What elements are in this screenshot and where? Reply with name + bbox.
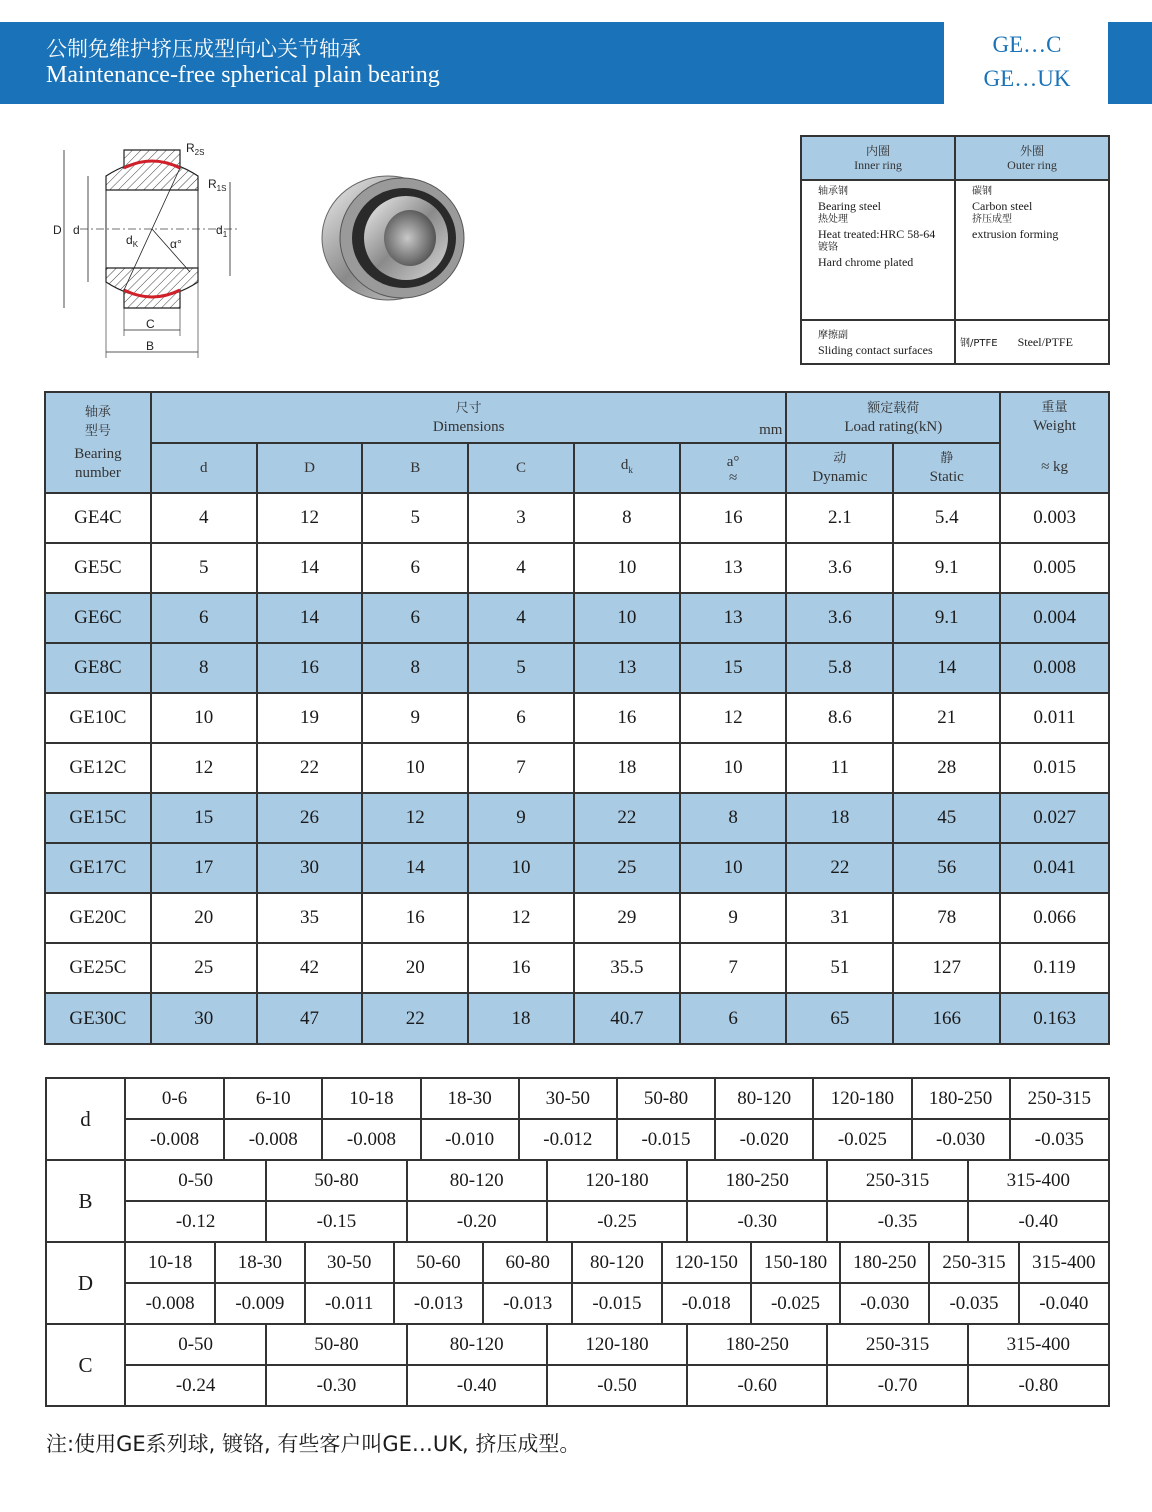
table-cell: 56	[893, 843, 1000, 893]
table-cell: 5	[468, 643, 574, 693]
table-cell: 5	[151, 543, 257, 593]
tolerance-label: D	[46, 1242, 125, 1324]
table-cell: 0.008	[1000, 643, 1109, 693]
table-cell: 28	[893, 743, 1000, 793]
bearing-photo	[316, 168, 476, 308]
tolerance-cell: -0.008	[145, 1292, 195, 1314]
col-outer-d-header: D	[257, 443, 363, 493]
table-cell: 0.015	[1000, 743, 1109, 793]
table-cell: 12	[257, 493, 363, 543]
table-row	[45, 543, 1109, 593]
tolerance-cell: 80-120	[715, 1079, 813, 1118]
tolerance-cell: 120-180	[547, 1161, 687, 1200]
table-cell: 17	[151, 843, 257, 893]
tolerance-cell: -0.70	[827, 1366, 967, 1405]
bearing-number-cell: GE15C	[45, 793, 151, 843]
page-title-en: Maintenance-free spherical plain bearing	[46, 62, 440, 88]
weight-header: 重量 Weight ≈ kg	[1000, 392, 1109, 493]
table-cell: 19	[257, 693, 363, 743]
table-cell: 78	[893, 893, 1000, 943]
tolerance-cell: -0.008	[150, 1128, 200, 1150]
table-cell: 14	[257, 543, 363, 593]
table-cell: 13	[680, 593, 787, 643]
table-cell: 9	[468, 793, 574, 843]
tolerance-cell: -0.008	[224, 1120, 322, 1159]
table-row	[45, 643, 1109, 693]
series-code-c: GE…C	[992, 32, 1062, 57]
tolerance-cell: 0-6	[161, 1087, 188, 1109]
table-cell: 65	[786, 993, 893, 1044]
tolerance-cell: -0.030	[912, 1120, 1010, 1159]
col-angle-header: a° ≈	[680, 443, 787, 493]
tolerance-cell: -0.011	[305, 1284, 394, 1323]
tolerance-cell: -0.20	[407, 1202, 547, 1241]
table-cell: 9	[362, 693, 468, 743]
outer-ring-header: 外圈 Outer ring	[955, 136, 1109, 180]
table-cell: 8	[574, 493, 680, 543]
table-cell: 11	[786, 743, 893, 793]
table-cell: 0.003	[1000, 493, 1109, 543]
tolerance-cell: 180-250	[687, 1161, 827, 1200]
table-cell: 5	[362, 493, 468, 543]
table-cell: 13	[574, 643, 680, 693]
table-cell: 18	[574, 743, 680, 793]
tolerance-cell: 50-80	[617, 1079, 715, 1118]
tolerance-cell: -0.025	[813, 1120, 911, 1159]
tolerance-cell: -0.040	[1019, 1284, 1108, 1323]
table-cell: 10	[151, 693, 257, 743]
tolerance-cell: -0.15	[266, 1202, 406, 1241]
table-cell: 18	[468, 993, 574, 1044]
tolerance-cell: 80-120	[407, 1161, 547, 1200]
tolerance-cell: 18-30	[421, 1079, 519, 1118]
col-d-header: d	[151, 443, 257, 493]
tolerance-cell: -0.015	[572, 1284, 661, 1323]
tolerance-cell: 30-50	[519, 1079, 617, 1118]
table-cell: 3.6	[786, 593, 893, 643]
table-cell: 0.041	[1000, 843, 1109, 893]
table-cell: 22	[574, 793, 680, 843]
tolerance-cell: 0-50	[178, 1333, 214, 1355]
table-row	[45, 993, 1109, 1044]
table-cell: 42	[257, 943, 363, 993]
tolerance-row-d-values	[46, 1119, 1109, 1160]
bearing-number-cell: GE25C	[45, 943, 151, 993]
bearing-number-cell: GE30C	[45, 993, 151, 1044]
table-cell: 15	[151, 793, 257, 843]
col-c-header: C	[468, 443, 574, 493]
label-sphere-diameter: $d_K$	[126, 233, 139, 249]
table-cell: 0.027	[1000, 793, 1109, 843]
tolerance-row-c-values	[46, 1365, 1109, 1406]
table-cell: 10	[362, 743, 468, 793]
tolerance-cell: -0.25	[547, 1202, 687, 1241]
table-row	[45, 743, 1109, 793]
tolerance-cell: -0.025	[751, 1284, 840, 1323]
tolerance-cell: 10-18	[322, 1079, 420, 1118]
tolerance-cell: 250-315	[1010, 1079, 1108, 1118]
table-cell: 6	[151, 593, 257, 643]
label-d1: $d_1$	[216, 223, 228, 239]
tolerance-cell: 150-180	[751, 1243, 840, 1282]
tolerance-cell: -0.009	[215, 1284, 304, 1323]
table-cell: 3.6	[786, 543, 893, 593]
table-cell: 8	[362, 643, 468, 693]
table-cell: 4	[468, 543, 574, 593]
sliding-surfaces-value: 钢/PTFE Steel/PTFE	[955, 320, 1109, 364]
table-row	[45, 893, 1109, 943]
tolerance-cell: -0.40	[407, 1366, 547, 1405]
tolerance-cell: 50-80	[266, 1161, 406, 1200]
table-cell: 12	[362, 793, 468, 843]
bearing-dimensions-table	[44, 391, 1110, 1045]
table-cell: 15	[680, 643, 787, 693]
table-cell: 13	[680, 543, 787, 593]
table-cell: 0.004	[1000, 593, 1109, 643]
table-cell: 47	[257, 993, 363, 1044]
materials-table	[800, 135, 1110, 365]
label-inner-width: B	[146, 339, 155, 353]
inner-ring-header: 内圈 Inner ring	[801, 136, 955, 180]
series-code-uk: GE…UK	[983, 66, 1071, 91]
table-cell: 21	[893, 693, 1000, 743]
tolerance-cell: -0.30	[687, 1202, 827, 1241]
tolerance-cell: 120-150	[662, 1243, 751, 1282]
tolerance-cell: -0.010	[421, 1120, 519, 1159]
bearing-number-cell: GE10C	[45, 693, 151, 743]
col-dk-header: $d_k$	[574, 443, 680, 493]
tolerance-cell: -0.30	[266, 1366, 406, 1405]
tolerance-table	[45, 1077, 1110, 1407]
tolerance-cell: 18-30	[215, 1243, 304, 1282]
tolerance-row-d-values	[46, 1283, 1109, 1324]
table-cell: 30	[151, 993, 257, 1044]
table-cell: 3	[468, 493, 574, 543]
table-cell: 0.005	[1000, 543, 1109, 593]
table-cell: 22	[257, 743, 363, 793]
tolerance-cell: 6-10	[224, 1079, 322, 1118]
tolerance-cell: 80-120	[572, 1243, 661, 1282]
tolerance-cell: 50-60	[394, 1243, 483, 1282]
table-cell: 26	[257, 793, 363, 843]
table-cell: 22	[786, 843, 893, 893]
outer-ring-materials: 碳钢 Carbon steel 挤压成型 extrusion forming	[955, 180, 1109, 320]
table-row	[45, 593, 1109, 643]
table-cell: 8.6	[786, 693, 893, 743]
col-dynamic-header: 动 Dynamic	[786, 443, 893, 493]
table-row	[45, 843, 1109, 893]
table-cell: 25	[151, 943, 257, 993]
table-cell: 16	[574, 693, 680, 743]
tolerance-cell: 60-80	[483, 1243, 572, 1282]
table-cell: 10	[680, 843, 787, 893]
table-cell: 0.119	[1000, 943, 1109, 993]
tolerance-cell: 315-400	[968, 1325, 1108, 1364]
tolerance-cell: -0.013	[483, 1284, 572, 1323]
table-cell: 6	[468, 693, 574, 743]
tolerance-cell: 120-180	[547, 1325, 687, 1364]
label-tilt-angle: α°	[170, 237, 182, 251]
tolerance-label: C	[46, 1324, 125, 1406]
table-cell: 9.1	[893, 543, 1000, 593]
table-cell: 0.011	[1000, 693, 1109, 743]
inner-ring-top	[106, 161, 198, 190]
table-cell: 18	[786, 793, 893, 843]
table-cell: 29	[574, 893, 680, 943]
dimensions-header: 尺寸 Dimensions mm	[151, 392, 787, 443]
tolerance-cell: -0.013	[394, 1284, 483, 1323]
tolerance-cell: -0.50	[547, 1366, 687, 1405]
tolerance-cell: -0.035	[1010, 1120, 1108, 1159]
tolerance-cell: 180-250	[687, 1325, 827, 1364]
tolerance-cell: 30-50	[305, 1243, 394, 1282]
label-outer-diameter: D	[53, 223, 62, 237]
bearing-number-cell: GE12C	[45, 743, 151, 793]
table-cell: 12	[151, 743, 257, 793]
table-cell: 40.7	[574, 993, 680, 1044]
col-b-header: B	[362, 443, 468, 493]
tolerance-cell: 250-315	[827, 1325, 967, 1364]
table-cell: 16	[257, 643, 363, 693]
table-cell: 14	[362, 843, 468, 893]
tolerance-cell: 10-18	[147, 1251, 193, 1273]
tolerance-cell: 180-250	[912, 1079, 1010, 1118]
tolerance-cell: 0-50	[178, 1169, 214, 1191]
table-cell: 12	[680, 693, 787, 743]
tolerance-cell: -0.80	[968, 1366, 1108, 1405]
table-cell: 4	[468, 593, 574, 643]
table-cell: 9	[680, 893, 787, 943]
table-cell: 14	[893, 643, 1000, 693]
tolerance-cell: 180-250	[840, 1243, 929, 1282]
table-cell: 10	[574, 593, 680, 643]
table-cell: 5.4	[893, 493, 1000, 543]
tolerance-cell: -0.020	[715, 1120, 813, 1159]
tolerance-row-d-ranges	[46, 1078, 1109, 1119]
bearing-number-cell: GE4C	[45, 493, 151, 543]
table-cell: 45	[893, 793, 1000, 843]
bearing-number-cell: GE6C	[45, 593, 151, 643]
table-row	[45, 793, 1109, 843]
table-cell: 31	[786, 893, 893, 943]
tolerance-cell: -0.40	[968, 1202, 1108, 1241]
inner-ring-materials: 轴承钢 Bearing steel 热处理 Heat treated:HRC 58-64 镀铬 Hard chrome plated	[801, 180, 955, 320]
bearing-number-cell: GE5C	[45, 543, 151, 593]
table-cell: 166	[893, 993, 1000, 1044]
bearing-number-header: 轴承 型号 Bearing number	[45, 392, 151, 493]
table-cell: 16	[680, 493, 787, 543]
tolerance-cell: 50-80	[266, 1325, 406, 1364]
table-row	[45, 493, 1109, 543]
table-cell: 4	[151, 493, 257, 543]
label-outer-width: C	[146, 317, 155, 331]
table-cell: 20	[362, 943, 468, 993]
table-cell: 6	[362, 593, 468, 643]
table-cell: 2.1	[786, 493, 893, 543]
bearing-number-cell: GE20C	[45, 893, 151, 943]
inner-ring-bottom	[106, 268, 198, 297]
tolerance-label: d	[46, 1078, 125, 1160]
table-cell: 6	[680, 993, 787, 1044]
tolerance-row-b-ranges	[46, 1160, 1109, 1201]
tolerance-row-b-values	[46, 1201, 1109, 1242]
table-cell: 35.5	[574, 943, 680, 993]
tolerance-cell: -0.12	[175, 1210, 216, 1232]
header-accent-bar	[1108, 22, 1152, 104]
bearing-number-cell: GE17C	[45, 843, 151, 893]
table-cell: 14	[257, 593, 363, 643]
load-rating-header: 额定载荷 Load rating(kN)	[786, 392, 1000, 443]
tolerance-cell: -0.018	[662, 1284, 751, 1323]
label-bore-diameter: d	[73, 223, 80, 237]
tolerance-cell: -0.035	[929, 1284, 1018, 1323]
table-cell: 8	[680, 793, 787, 843]
tolerance-cell: -0.60	[687, 1366, 827, 1405]
table-cell: 8	[151, 643, 257, 693]
table-cell: 12	[468, 893, 574, 943]
tolerance-cell: -0.030	[840, 1284, 929, 1323]
sliding-surfaces-label: 摩擦副 Sliding contact surfaces	[801, 320, 955, 364]
tolerance-cell: -0.35	[827, 1202, 967, 1241]
tolerance-row-d-ranges	[46, 1242, 1109, 1283]
col-static-header: 静 Static	[893, 443, 1000, 493]
table-row	[45, 693, 1109, 743]
table-cell: 20	[151, 893, 257, 943]
footnote: 注:使用GE系列球, 镀铬, 有些客户叫GE…UK, 挤压成型。	[46, 1432, 581, 1456]
tolerance-cell: -0.008	[322, 1120, 420, 1159]
table-cell: 9.1	[893, 593, 1000, 643]
table-cell: 10	[680, 743, 787, 793]
tolerance-cell: 315-400	[968, 1161, 1108, 1200]
label-r2s: $R_{2S}$	[186, 141, 205, 157]
tolerance-cell: 80-120	[407, 1325, 547, 1364]
page-title-zh: 公制免维护挤压成型向心关节轴承	[46, 37, 361, 61]
table-row	[45, 943, 1109, 993]
tolerance-cell: -0.015	[617, 1120, 715, 1159]
table-cell: 22	[362, 993, 468, 1044]
label-r1s: $R_{1S}$	[208, 177, 227, 193]
tolerance-cell: 315-400	[1019, 1243, 1108, 1282]
tolerance-label: B	[46, 1160, 125, 1242]
table-cell: 51	[786, 943, 893, 993]
table-cell: 0.066	[1000, 893, 1109, 943]
tolerance-cell: 250-315	[827, 1161, 967, 1200]
table-cell: 25	[574, 843, 680, 893]
tolerance-cell: -0.24	[175, 1374, 216, 1396]
table-cell: 5.8	[786, 643, 893, 693]
tolerance-cell: 120-180	[813, 1079, 911, 1118]
table-cell: 127	[893, 943, 1000, 993]
table-cell: 6	[362, 543, 468, 593]
table-cell: 16	[468, 943, 574, 993]
tolerance-cell: -0.012	[519, 1120, 617, 1159]
table-cell: 35	[257, 893, 363, 943]
table-cell: 16	[362, 893, 468, 943]
table-cell: 0.163	[1000, 993, 1109, 1044]
table-cell: 7	[468, 743, 574, 793]
bearing-cross-section-diagram	[40, 132, 250, 362]
table-cell: 10	[574, 543, 680, 593]
table-cell: 10	[468, 843, 574, 893]
tolerance-row-c-ranges	[46, 1324, 1109, 1365]
bearing-number-cell: GE8C	[45, 643, 151, 693]
table-cell: 7	[680, 943, 787, 993]
tolerance-cell: 250-315	[929, 1243, 1018, 1282]
table-cell: 30	[257, 843, 363, 893]
